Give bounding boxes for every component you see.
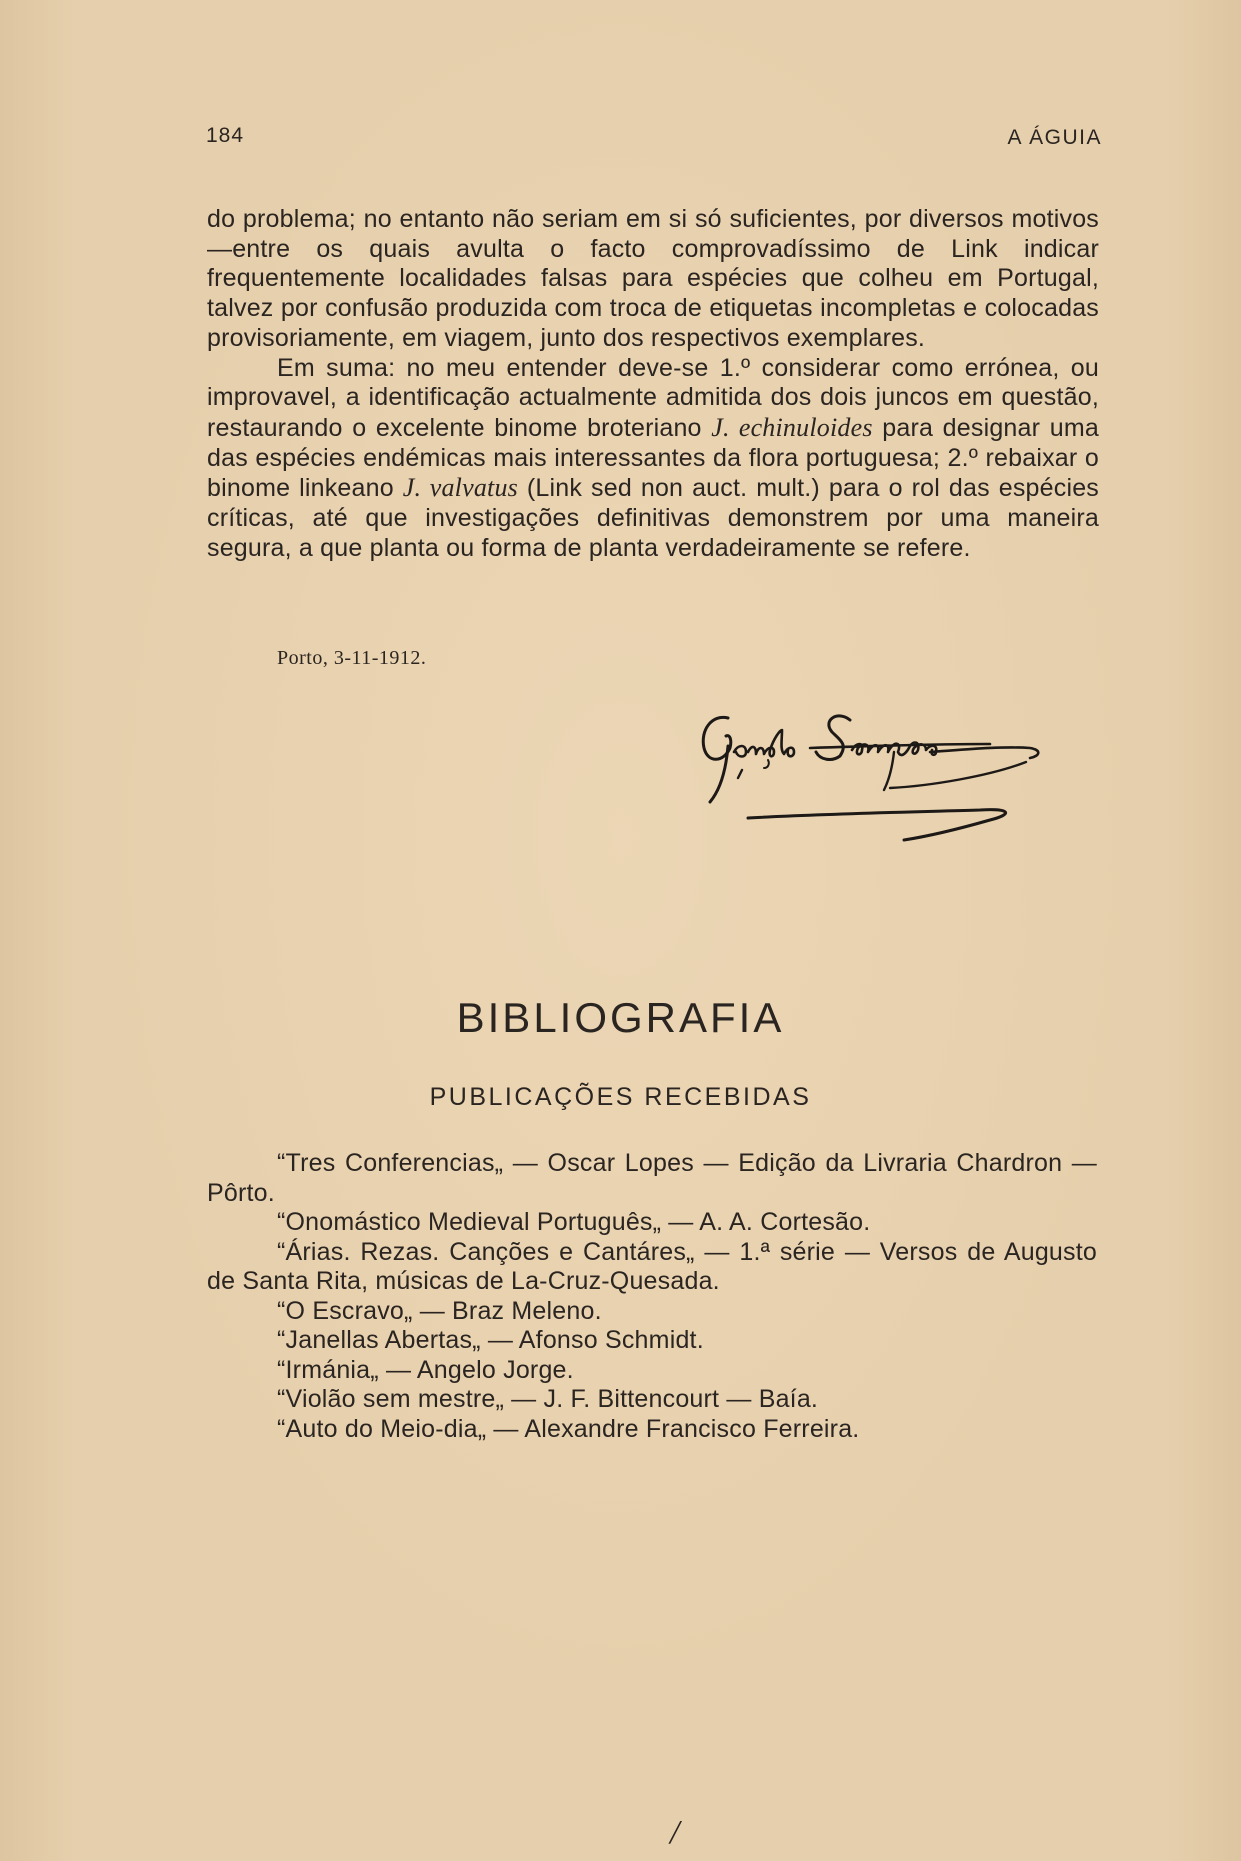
bibliography-item: “Janellas Abertas„ — Afonso Schmidt. [277, 1326, 704, 1354]
bibliography-item: “Irmánia„ — Angelo Jorge. [277, 1355, 574, 1384]
species-name-valvatus: J. valvatus [402, 473, 518, 503]
running-title: A ÁGUIA [1007, 126, 1102, 149]
conclusion-text-c: (Link sed non auct. mult.) para o rol das espécies críticas, até que investigações definitivas demonstrem por uma maneira segura, a que planta ou forma de planta verdadeiramente se refere. [207, 474, 1100, 562]
conclusion-text-a: Em suma: no meu entender deve-se 1.º considerar como errónea, ou improvavel, a identificação actualmente admitida dos dois juncos em questão, restaurando o excelente binome broteriano [207, 353, 1099, 442]
bibliography-item: “Onomástico Medieval Português„ — A. A. Cortesão. [277, 1208, 871, 1236]
bibliography-item: “Violão sem mestre„ — J. F. Bittencourt — Baía. [277, 1385, 819, 1413]
article-body [207, 205, 1099, 563]
bibliography-item: “O Escravo„ — Braz Meleno. [277, 1296, 602, 1325]
signature [690, 690, 1100, 850]
bibliography-item: “Auto do Meio-dia„ — Alexandre Francisco Ferreira. [277, 1414, 860, 1443]
paragraph-conclusion [207, 354, 1099, 564]
species-name-echinuloides: J. echinuloides [711, 412, 873, 442]
footer-mark: / [670, 1814, 680, 1851]
bibliography-item: “Árias. Rezas. Canções e Cantáres„ — 1.ª série — Versos de Augusto de Santa Rita, músicas de La-Cruz-Quesada. [207, 1237, 1097, 1295]
conclusion-text-b: para designar uma das espécies endémicas mais interessantes da flora portuguesa; 2.º rebaixar o binome linkeano [207, 413, 1099, 503]
bibliography-item: “Tres Conferencias„ — Oscar Lopes — Edição da Livraria Chardron — Pôrto. [207, 1149, 1097, 1207]
paragraph-continuation: do problema; no entanto não seriam em si só suficientes, por diversos motivos—entre os quais avulta o facto comprovadíssimo de Link indicar frequentemente localidades falsas para espécies que colheu em Portugal, talvez por confusão produzida com troca de etiquetas incompletas e colocadas provisoriamente, em viagem, junto dos respectivos exemplares. [207, 205, 1099, 352]
section-title: BIBLIOGRAFIA [456, 994, 785, 1041]
page-number: 184 [206, 124, 245, 147]
section-subtitle: PUBLICAÇÕES RECEBIDAS [429, 1083, 812, 1111]
dateline: Porto, 3-11-1912. [277, 647, 427, 669]
page-header [206, 124, 1102, 154]
bibliography-list [207, 1149, 1097, 1444]
